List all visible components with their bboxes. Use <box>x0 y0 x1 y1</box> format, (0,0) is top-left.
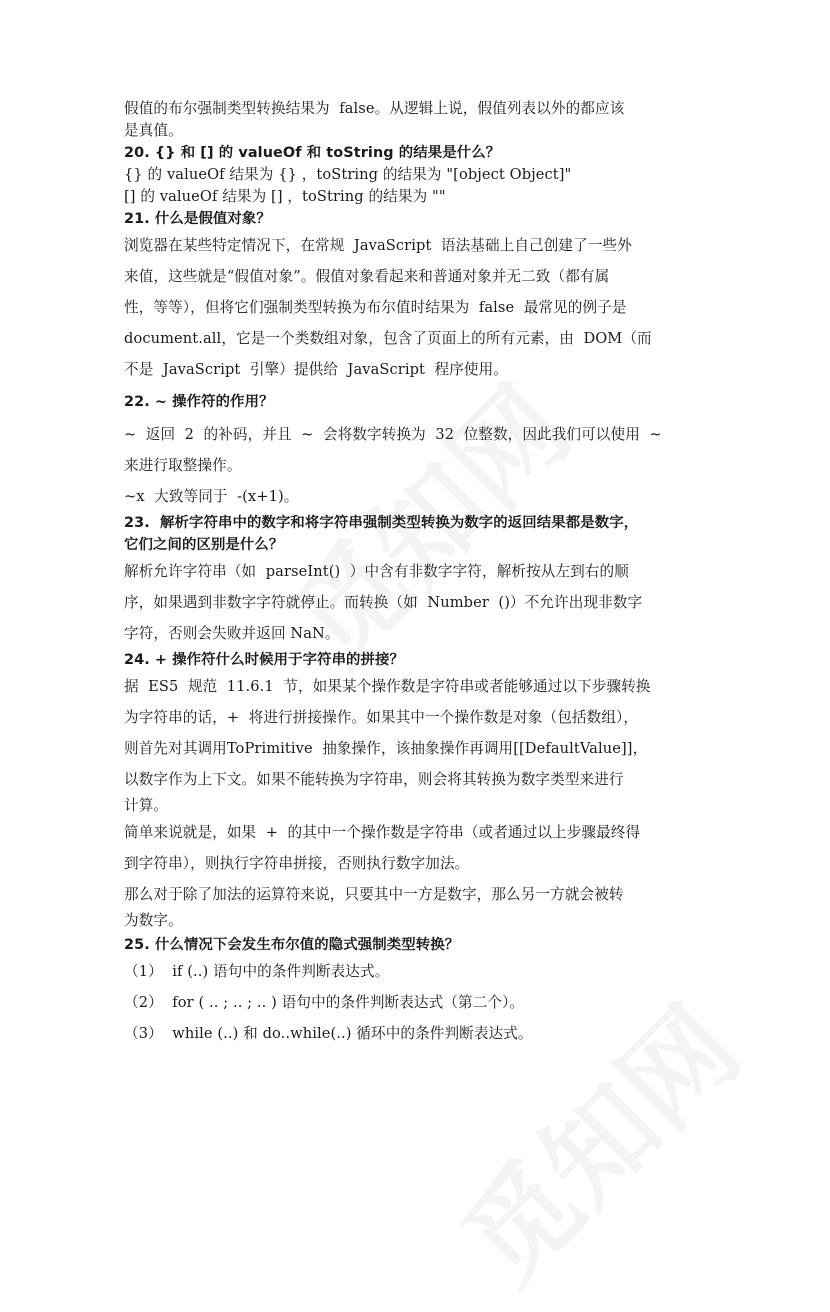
paragraph-line: 来值，这些就是“假值对象”。假值对象看起来和普通对象并无二致（都有属 <box>124 268 610 285</box>
question-heading-23: 23. 解析字符串中的数字和将字符串强制类型转换为数字的返回结果都是数字， <box>124 515 639 531</box>
paragraph-line: 据 ES5 规范 11.6.1 节，如果某个操作数是字符串或者能够通过以下步骤转换 <box>124 678 651 695</box>
paragraph-line: 序，如果遇到非数字字符就停止。而转换（如 Number ()）不允许出现非数字 <box>124 594 643 611</box>
paragraph-line: ~x 大致等同于 -(x+1)。 <box>124 488 299 505</box>
paragraph-line: 解析允许字符串（如 parseInt() ）中含有非数字字符，解析按从左到右的顺 <box>124 563 629 580</box>
paragraph-line: [] 的 valueOf 结果为 [] ，toString 的结果为 "" <box>124 188 446 205</box>
paragraph-line: 到字符串），则执行字符串拼接，否则执行数字加法。 <box>124 855 470 872</box>
paragraph-line: 假值的布尔强制类型转换结果为 false。从逻辑上说，假值列表以外的都应该 <box>124 100 625 117</box>
paragraph-line: document.all，它是一个类数组对象，包含了页面上的所有元素，由 DOM（而 <box>124 330 652 347</box>
paragraph-line: 以数字作为上下文。如果不能转换为字符串，则会将其转换为数字类型来进行 <box>124 771 624 788</box>
paragraph-line: {} 的 valueOf 结果为 {} ，toString 的结果为 "[object Object]" <box>124 166 572 183</box>
paragraph-line: 那么对于除了加法的运算符来说，只要其中一方是数字，那么另一方就会被转 <box>124 886 624 903</box>
question-heading-22: 22. ~ 操作符的作用？ <box>124 394 274 410</box>
paragraph-line: 则首先对其调用ToPrimitive 抽象操作，该抽象操作再调用[[DefaultValue]]， <box>124 740 648 757</box>
list-item: （3） while (..) 和 do..while(..) 循环中的条件判断表达式。 <box>124 1025 533 1042</box>
document-page <box>124 98 710 1049</box>
question-heading-21: 21. 什么是假值对象？ <box>124 211 271 227</box>
paragraph-line: 为数字。 <box>124 912 183 929</box>
paragraph-line: 浏览器在某些特定情况下，在常规 JavaScript 语法基础上自己创建了一些外 <box>124 237 632 254</box>
paragraph-line: 计算。 <box>124 797 169 814</box>
list-item: （1） if (..) 语句中的条件判断表达式。 <box>124 963 390 980</box>
question-heading-24: 24. + 操作符什么时候用于字符串的拼接？ <box>124 652 405 668</box>
paragraph-line: 为字符串的话，+ 将进行拼接操作。如果其中一个操作数是对象（包括数组）， <box>124 709 639 726</box>
question-heading-25: 25. 什么情况下会发生布尔值的隐式强制类型转换？ <box>124 937 460 953</box>
paragraph-line: ~ 返回 2 的补码，并且 ~ 会将数字转换为 32 位整数，因此我们可以使用 ~ <box>124 426 662 443</box>
paragraph-line: 是真值。 <box>124 122 183 139</box>
paragraph-line: 不是 JavaScript 引擎）提供给 JavaScript 程序使用。 <box>124 361 508 378</box>
paragraph-line: 字符，否则会失败并返回 NaN。 <box>124 625 340 642</box>
paragraph-line: 性，等等），但将它们强制类型转换为布尔值时结果为 false 最常见的例子是 <box>124 299 627 316</box>
question-heading-23-cont: 它们之间的区别是什么？ <box>124 537 284 553</box>
list-item: （2） for ( .. ; .. ; .. ) 语句中的条件判断表达式（第二个）。 <box>124 994 525 1011</box>
paragraph-line: 来进行取整操作。 <box>124 457 242 474</box>
question-heading-20: 20. {} 和 [] 的 valueOf 和 toString 的结果是什么？ <box>124 145 501 161</box>
paragraph-line: 简单来说就是，如果 + 的其中一个操作数是字符串（或者通过以上步骤最终得 <box>124 824 641 841</box>
